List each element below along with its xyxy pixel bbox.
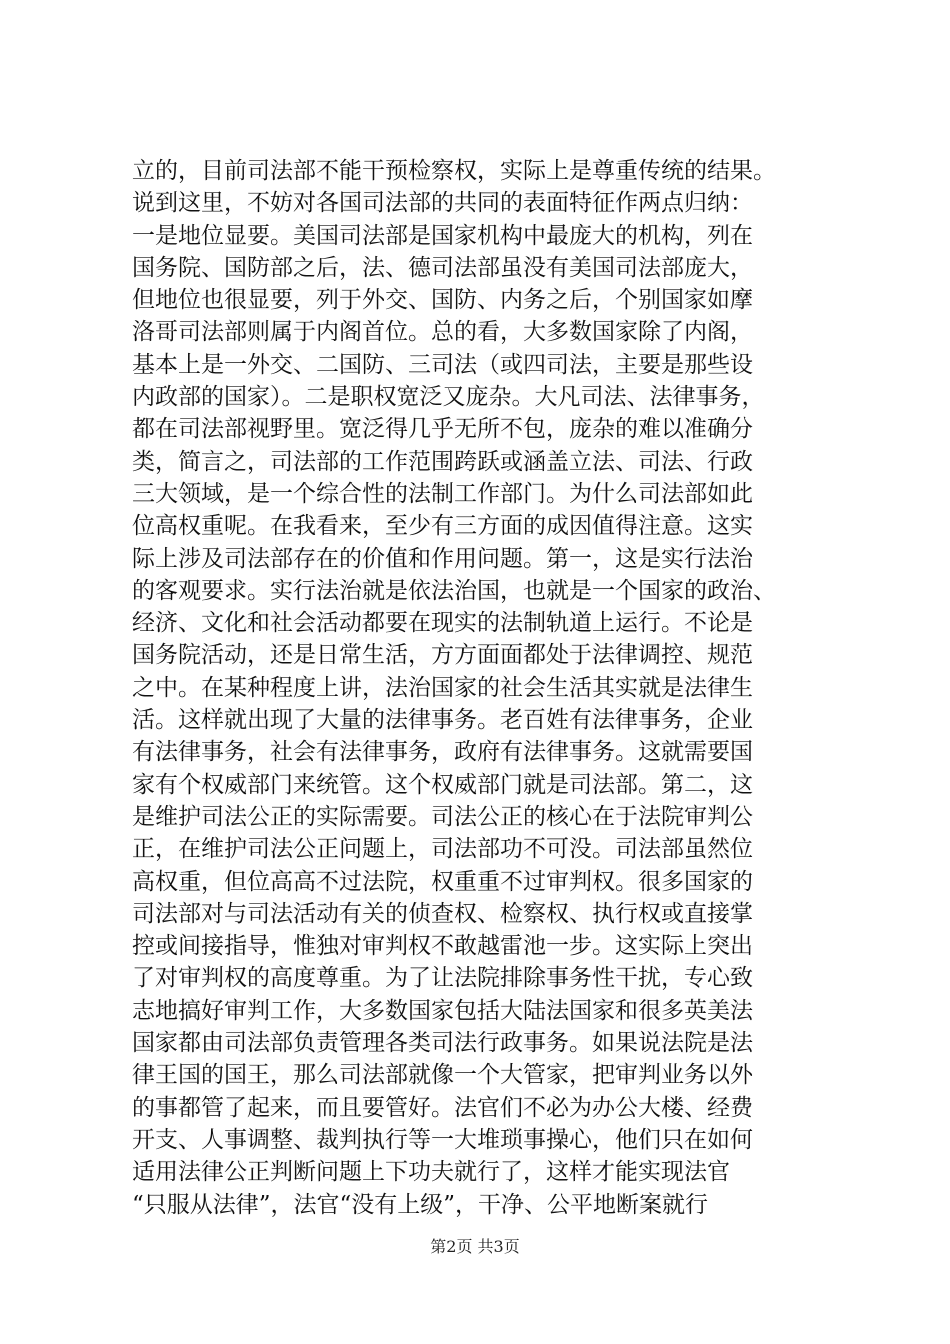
- text-line: 志地搞好审判工作，大多数国家包括大陆法国家和很多英美法: [132, 997, 753, 1024]
- text-line: 三大领域，是一个综合性的法制工作部门。为什么司法部如此: [132, 480, 753, 507]
- text-line: 了对审判权的高度尊重。为了让法院排除事务性干扰，专心致: [132, 965, 753, 992]
- text-line: 之中。在某种程度上讲，法治国家的社会生活其实就是法律生: [132, 674, 753, 701]
- text-line: 国务院、国防部之后，法、德司法部虽没有美国司法部庞大，: [132, 254, 753, 281]
- text-line: 司法部对与司法活动有关的侦查权、检察权、执行权或直接掌: [132, 900, 753, 927]
- text-line: 适用法律公正判断问题上下功夫就行了，这样才能实现法官: [132, 1159, 730, 1186]
- text-line: 国家都由司法部负责管理各类司法行政事务。如果说法院是法: [132, 1030, 753, 1057]
- text-line: 的事都管了起来，而且要管好。法官们不必为办公大楼、经费: [132, 1094, 753, 1121]
- text-line: 际上涉及司法部存在的价值和作用问题。第一，这是实行法治: [132, 545, 753, 572]
- text-line: 一是地位显要。美国司法部是国家机构中最庞大的机构，列在: [132, 222, 753, 249]
- body-text: [132, 155, 852, 1221]
- text-line: 控或间接指导，惟独对审判权不敢越雷池一步。这实际上突出: [132, 933, 753, 960]
- text-line: 活。这样就出现了大量的法律事务。老百姓有法律事务，企业: [132, 707, 753, 734]
- text-line: 但地位也很显要，列于外交、国防、内务之后，个别国家如摩: [132, 287, 753, 314]
- text-line: 开支、人事调整、裁判执行等一大堆琐事操心，他们只在如何: [132, 1126, 753, 1153]
- text-line: 高权重，但位高高不过法院，权重重不过审判权。很多国家的: [132, 868, 753, 895]
- text-line: 律王国的国王，那么司法部就像一个大管家，把审判业务以外: [132, 1062, 753, 1089]
- text-line: 说到这里，不妨对各国司法部的共同的表面特征作两点归纳：: [132, 190, 753, 217]
- text-line: 有法律事务，社会有法律事务，政府有法律事务。这就需要国: [132, 739, 753, 766]
- text-line: 类，简言之，司法部的工作范围跨跃或涵盖立法、司法、行政: [132, 448, 753, 475]
- text-line: 立的，目前司法部不能干预检察权，实际上是尊重传统的结果。: [132, 158, 776, 184]
- text-line: 基本上是一外交、二国防、三司法（或四司法，主要是那些设: [132, 351, 753, 378]
- text-line: “只服从法律”，法官“没有上级”，干净、公平地断案就行: [132, 1191, 709, 1218]
- text-line: 都在司法部视野里。宽泛得几乎无所不包，庞杂的难以准确分: [132, 416, 753, 443]
- text-line: 位高权重呢。在我看来，至少有三方面的成因值得注意。这实: [132, 513, 753, 540]
- text-line: 经济、文化和社会活动都要在现实的法制轨道上运行。不论是: [132, 610, 753, 637]
- text-line: 正，在维护司法公正问题上，司法部功不可没。司法部虽然位: [132, 836, 753, 863]
- text-line: 是维护司法公正的实际需要。司法公正的核心在于法院审判公: [132, 803, 753, 830]
- page-number-footer: 第2页 共3页: [430, 1237, 520, 1256]
- text-line: 国务院活动，还是日常生活，方方面面都处于法律调控、规范: [132, 642, 753, 669]
- text-line: 的客观要求。实行法治就是依法治国，也就是一个国家的政治、: [132, 577, 776, 604]
- text-line: 内政部的国家）。二是职权宽泛又庞杂。大凡司法、法律事务，: [132, 384, 765, 411]
- text-line: 洛哥司法部则属于内阁首位。总的看，大多数国家除了内阁，: [132, 319, 753, 346]
- text-line: 家有个权威部门来统管。这个权威部门就是司法部。第二，这: [132, 771, 753, 798]
